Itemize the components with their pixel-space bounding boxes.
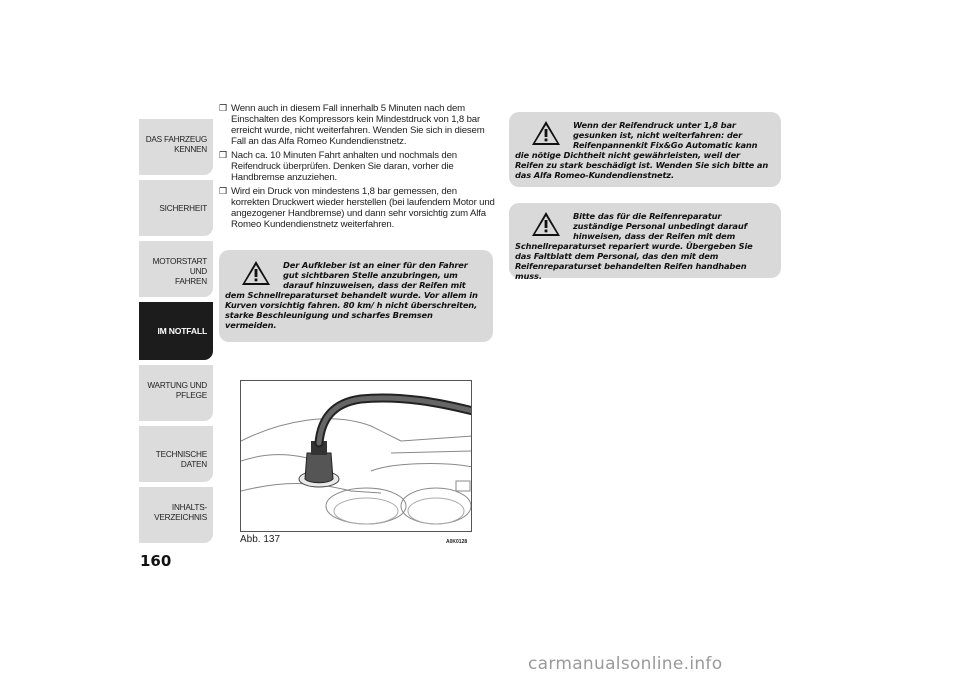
figure-code: A0K0128 <box>446 539 468 545</box>
list-item <box>219 186 497 230</box>
warning-box-pressure <box>509 112 781 187</box>
sidebar-item-label: SICHERHEIT <box>159 204 207 213</box>
instruction-list <box>219 103 497 233</box>
checkbox-bullet-icon: ❒ <box>219 186 227 196</box>
sidebar-item-label: INHALTS- VERZEICHNIS <box>154 503 207 522</box>
warning-text: Wenn der Reifendruck unter 1,8 bar gesunken ist, nicht weiterfahren: der Reifenpannenkit Fix&Go Automatic kann die nötige Dichtheit nicht gewährleisten, weil der Reifen zu stark beschädigt ist. Wenden Sie sich bitte an das Alfa Romeo-Kundendienstnetz. <box>515 120 769 180</box>
sidebar-item-label: IM NOTFALL <box>157 326 207 336</box>
watermark: carmanualsonline.info <box>528 654 723 674</box>
warning-text: Der Aufkleber ist an einer für den Fahrer gut sichtbaren Stelle anzubringen, um darauf hinzuweisen, dass der Reifen mit dem Schnellreparaturset behandelt wurde. Vor allem in Kurven vorsichtig fahren. 80 km/ h nicht überschreiten, starke Beschleunigung und scharfes Bremsen vermeiden. <box>225 260 478 330</box>
sidebar-item-das-fahrzeug-kennen[interactable] <box>139 119 213 175</box>
sidebar-item-motorstart-und-fahren[interactable] <box>139 241 213 297</box>
sidebar-item-label: DAS FAHRZEUG KENNEN <box>145 135 207 154</box>
list-item <box>219 103 497 147</box>
sidebar-item-label: MOTORSTART UND FAHREN <box>152 257 207 286</box>
warning-text: Bitte das für die Reifenreparatur zuständige Personal unbedingt darauf hinweisen, dass der Reifen mit dem Schnellreparaturset repariert wurde. Übergeben Sie das Faltblatt dem Personal, das den mit dem Reifenreparaturset behandelten Reifen handhaben muss. <box>515 211 753 281</box>
list-item-text: Wird ein Druck von mindestens 1,8 bar gemessen, den korrekten Druckwert wieder herstellen (bei laufendem Motor und angezogener Handbremse) und dann sehr vorsichtig zum Alfa Romeo Kundendienstnetz weiterfahren. <box>231 186 495 230</box>
list-item-text: Wenn auch in diesem Fall innerhalb 5 Minuten nach dem Einschalten des Kompressors kein Mindestdruck von 1,8 bar erreicht wurde, nicht weiterfahren. Wenden Sie sich in diesem Fall an das Alfa Romeo Kundendienstnetz. <box>231 103 485 147</box>
figure-caption: Abb. 137 <box>240 534 281 545</box>
sidebar-item-label: WARTUNG UND PFLEGE <box>147 381 207 400</box>
figure-compressor-plug <box>240 380 472 532</box>
warning-box-repair-personnel <box>509 203 781 281</box>
sidebar-item-sicherheit[interactable] <box>139 180 213 236</box>
sidebar-item-inhaltsverzeichnis[interactable] <box>139 487 213 543</box>
sidebar-item-label: TECHNISCHE DATEN <box>155 450 207 469</box>
checkbox-bullet-icon: ❒ <box>219 103 227 113</box>
page-number: 160 <box>140 552 172 570</box>
list-item-text: Nach ca. 10 Minuten Fahrt anhalten und nochmals den Reifendruck überprüfen. Denken Sie daran, vorher die Handbremse anzuziehen. <box>231 150 457 183</box>
warning-triangle-icon <box>241 260 271 286</box>
sidebar-item-technische-daten[interactable] <box>139 426 213 482</box>
checkbox-bullet-icon: ❒ <box>219 150 227 160</box>
warning-box-sticker <box>219 250 493 342</box>
warning-triangle-icon <box>531 211 561 237</box>
sidebar-item-im-notfall[interactable] <box>139 302 213 360</box>
plug-illustration <box>241 381 472 532</box>
warning-triangle-icon <box>531 120 561 146</box>
sidebar-item-wartung-und-pflege[interactable] <box>139 365 213 421</box>
list-item <box>219 150 497 183</box>
